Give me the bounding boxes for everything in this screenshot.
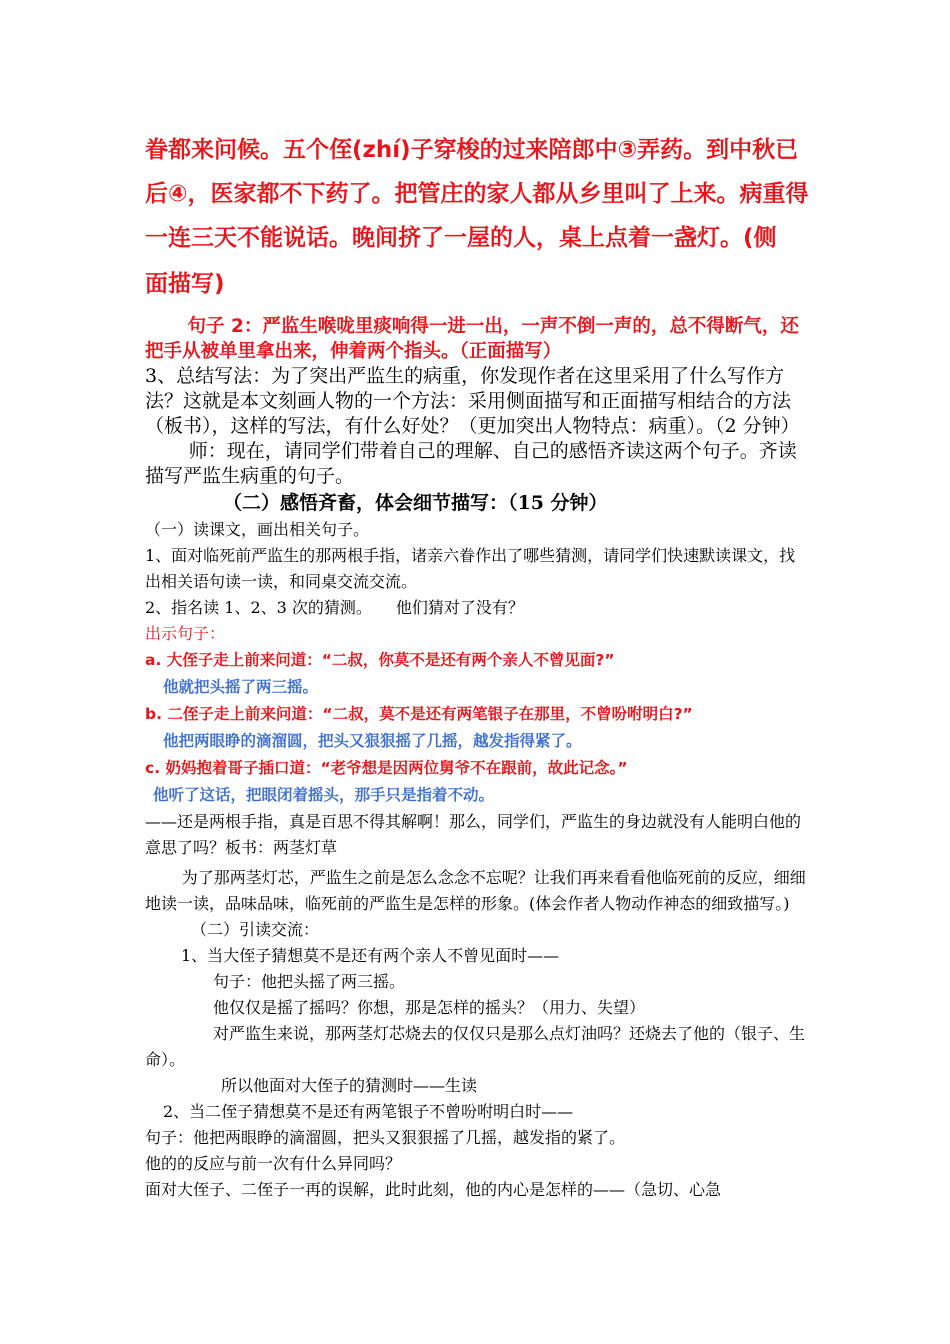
sentence-a-red: a. 大侄子走上前来问道：“二叔，你莫不是还有两个亲人不曾见面?” (145, 651, 615, 669)
section-heading-2: （二）感悟斉畜，体会细节描写：（15 分钟） (223, 492, 608, 514)
two-fingers-paragraph: ——还是两根手指，真是百思不得其解啊！那么，同学们，严监生的身边就没有人能明白他的意思了吗？板书：两茎灯草 (145, 812, 802, 857)
sentence-a-blue: 他就把头摇了两三摇。 (163, 678, 319, 696)
red-paragraph-1: 眷都来问候。五个侄(zhí)子穿梭的过来陪郎中③弄药。到中秋已后④，医家都不下药了。把管庄的家人都从乡里叫了上来。病重得一连三天不能说话。晚间挤了一屋的人，桌上点着一盏灯。(侧 (145, 137, 809, 251)
sentence-b-blue: 他把两眼睁的滴溜圆，把头又狠狠摇了几摇，越发指得紧了。 (163, 732, 582, 750)
guided-item-1-reading: 所以他面对大侄子的猜测时——生读 (221, 1076, 478, 1095)
sentence-b-red: b. 二侄子走上前来问道：“二叔，莫不是还有两笔银子在那里，不曾吩咐明白?” (145, 705, 693, 723)
document-page (145, 128, 810, 1203)
guided-item-2-question: 他的的反应与前一次有什么异同吗？ (145, 1154, 402, 1173)
guided-item-1-wick: 对严监生来说，那两茎灯芯烧去的仅仅只是那么点灯油吗？还烧去了他的（银子、生命）。 (145, 1024, 806, 1069)
guided-item-2-feeling: 面对大侄子、二侄子一再的误解，此时此刻，他的内心是怎样的——（急切、心急 (145, 1180, 722, 1199)
step-read-text: （一）读课文，画出相关句子。 (145, 520, 370, 539)
step-read-guesses: 2、指名读 1、2、3 次的猜测。 他们猜对了没有？ (145, 598, 524, 617)
summary-paragraph: 3、总结写法：为了突出严监生的病重，你发现作者在这里采用了什么写作方法？这就是本文刻画人物的一个方法：采用侧面描写和正面描写相结合的方法（板书），这样的写法，有什么好处？（更加突出人物特点：病重）。（2 分钟） (145, 365, 800, 437)
teacher-paragraph: 师：现在，请同学们带着自己的理解、自己的感悟齐读这两个句子。齐读描写严监生病重的句子。 (145, 440, 797, 487)
guided-item-1-question: 他仅仅是摇了摇吗？你想，那是怎样的摇头？（用力、失望） (213, 998, 646, 1017)
step-guess-question: 1、面对临死前严监生的那两根手指，诸亲六眷作出了哪些猜测，请同学们快速默读课文，找出相关语句读一读，和同桌交流交流。 (145, 546, 796, 591)
show-sentences-label: 出示句子： (145, 624, 226, 643)
guided-item-1-sentence: 句子：他把头摇了两三摇。 (213, 972, 406, 991)
guided-reading-heading: （二）引读交流： (191, 920, 320, 939)
red-paragraph-1-end: 面描写) (145, 271, 225, 297)
sentence-c-blue: 他听了这话，把眼闭着摇头，那手只是指着不动。 (153, 786, 495, 804)
lamp-wick-paragraph: 为了那两茎灯芯，严监生之前是怎么念念不忘呢？让我们再来看看他临死前的反应，细细地读一读，品味品味，临死前的严监生是怎样的形象。(体会作者人物动作神态的细致描写。) (145, 868, 806, 913)
sentence-c-red: c. 奶妈抱着哥子插口道：“老爷想是因两位舅爷不在跟前，故此记念。” (145, 759, 628, 777)
guided-item-2-sentence: 句子：他把两眼睁的滴溜圆，把头又狠狠摇了几摇，越发指的紧了。 (145, 1128, 626, 1147)
sentence-2: 句子 2：严监生喉咙里痰响得一进一出，一声不倒一声的，总不得断气，还把手从被单里拿出来，伸着两个指头。（正面描写） (145, 316, 799, 362)
guided-item-2: 2、当二侄子猜想莫不是还有两笔银子不曾吩咐明白时—— (163, 1102, 574, 1121)
guided-item-1: 1、当大侄子猜想莫不是还有两个亲人不曾见面时—— (181, 946, 560, 965)
